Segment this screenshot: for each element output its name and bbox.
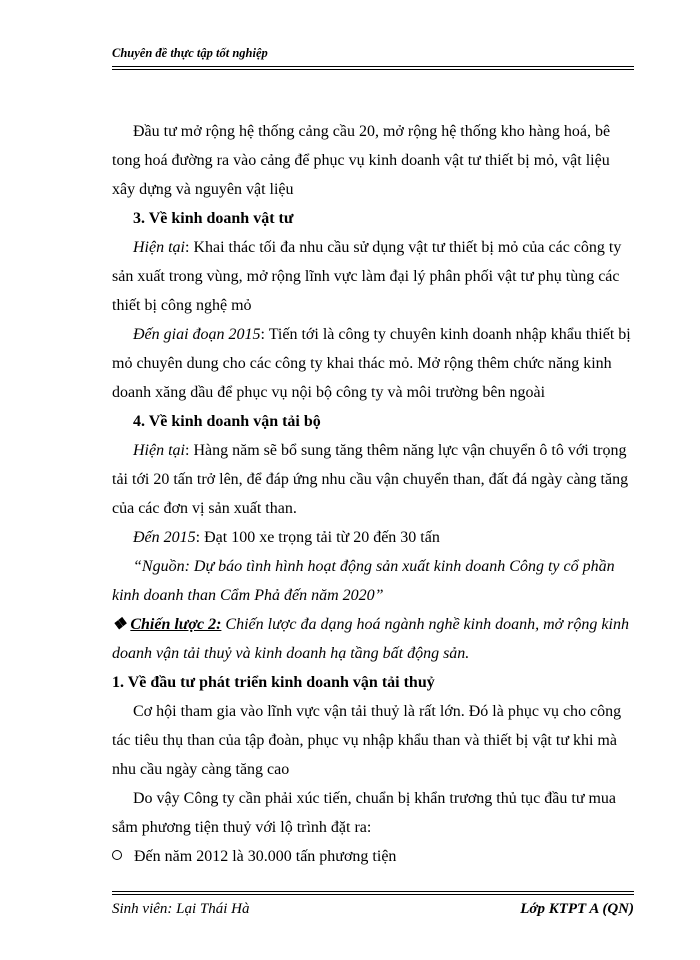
paragraph-line: của các đơn vị sản xuất than. — [112, 500, 297, 517]
strategy-label: Chiến lược 2: — [130, 616, 222, 633]
text-span: : Hàng năm sẽ bổ sung tăng thêm năng lực vận chuyển ô tô với trọng — [185, 442, 627, 459]
paragraph-line: mỏ chuyên dung cho các công ty khai thác mỏ. Mở rộng thêm chức năng kinh — [112, 355, 612, 372]
circle-bullet-icon — [112, 850, 122, 860]
paragraph-line: thiết bị công nghệ mỏ — [112, 297, 252, 314]
footer-class: Lớp KTPT A (QN) — [520, 901, 634, 917]
list-item — [112, 847, 642, 867]
paragraph-line: Do vậy Công ty cần phải xúc tiến, chuẩn bị khẩn trương thủ tục đầu tư mua — [133, 790, 617, 807]
diamond-bullet-icon: ❖ — [112, 616, 127, 633]
text-span: : Khai thác tối đa nhu cầu sử dụng vật tư thiết bị mỏ của các công ty — [185, 239, 622, 256]
header-rule — [112, 66, 634, 70]
paragraph-line: Cơ hội tham gia vào lĩnh vực vận tải thuỷ là rất lớn. Đó là phục vụ cho công — [133, 703, 622, 720]
source-note: kinh doanh than Cẩm Phả đến năm 2020” — [112, 587, 384, 604]
section-heading: 1. Về đầu tư phát triển kinh doanh vận tải thuỷ — [112, 674, 435, 691]
paragraph-line: nhu cầu ngày càng tăng cao — [112, 761, 290, 778]
strategy-line — [112, 615, 642, 635]
paragraph-line: tong hoá đường ra vào cảng để phục vụ kinh doanh vật tư thiết bị mỏ, vật liệu — [112, 152, 610, 169]
paragraph-line: tải tới 20 tấn trở lên, để đáp ứng nhu cầu vận chuyển than, đất đá ngày càng tăng — [112, 471, 629, 488]
footer-rule — [112, 891, 634, 895]
label-italic: Hiện tại — [133, 442, 185, 459]
paragraph-line — [133, 238, 663, 258]
text-span: : Đạt 100 xe trọng tải từ 20 đến 30 tấn — [195, 529, 440, 546]
list-item-text: Đến năm 2012 là 30.000 tấn phương tiện — [134, 848, 397, 865]
source-note: “Nguồn: Dự báo tình hình hoạt động sản xuất kinh doanh Công ty cổ phần — [133, 558, 615, 575]
paragraph-line: Đầu tư mở rộng hệ thống cảng cầu 20, mở rộng hệ thống kho hàng hoá, bê — [133, 123, 611, 140]
label-italic: Đến 2015 — [133, 529, 196, 546]
section-heading: 4. Về kinh doanh vận tải bộ — [133, 413, 321, 430]
paragraph-line — [133, 441, 663, 461]
strategy-line: doanh vận tải thuỷ và kinh doanh hạ tầng bất động sản. — [112, 645, 470, 662]
label-italic: Hiện tại — [133, 239, 185, 256]
text-span: Chiến lược đa dạng hoá ngành nghề kinh doanh, mở rộng kinh — [221, 616, 629, 633]
footer-student: Sinh viên: Lại Thái Hà — [112, 901, 250, 917]
paragraph-line — [133, 528, 663, 548]
header-title: Chuyên đề thực tập tốt nghiệp — [112, 46, 268, 60]
paragraph-line — [133, 325, 663, 345]
paragraph-line: sản xuất trong vùng, mở rộng lĩnh vực làm đại lý phân phối vật tư phụ tùng các — [112, 268, 620, 285]
label-italic: Đến giai đoạn 2015 — [133, 326, 261, 343]
paragraph-line: tác tiêu thụ than của tập đoàn, phục vụ nhập khẩu than và thiết bị vật tư khi mà — [112, 732, 617, 749]
paragraph-line: doanh xăng dầu để phục vụ nội bộ công ty và môi trường bên ngoài — [112, 384, 546, 401]
paragraph-line: sắm phương tiện thuỷ với lộ trình đặt ra: — [112, 819, 372, 836]
paragraph-line: xây dựng và nguyên vật liệu — [112, 181, 294, 198]
section-heading: 3. Về kinh doanh vật tư — [133, 210, 294, 227]
text-span: : Tiến tới là công ty chuyên kinh doanh nhập khẩu thiết bị — [260, 326, 631, 343]
